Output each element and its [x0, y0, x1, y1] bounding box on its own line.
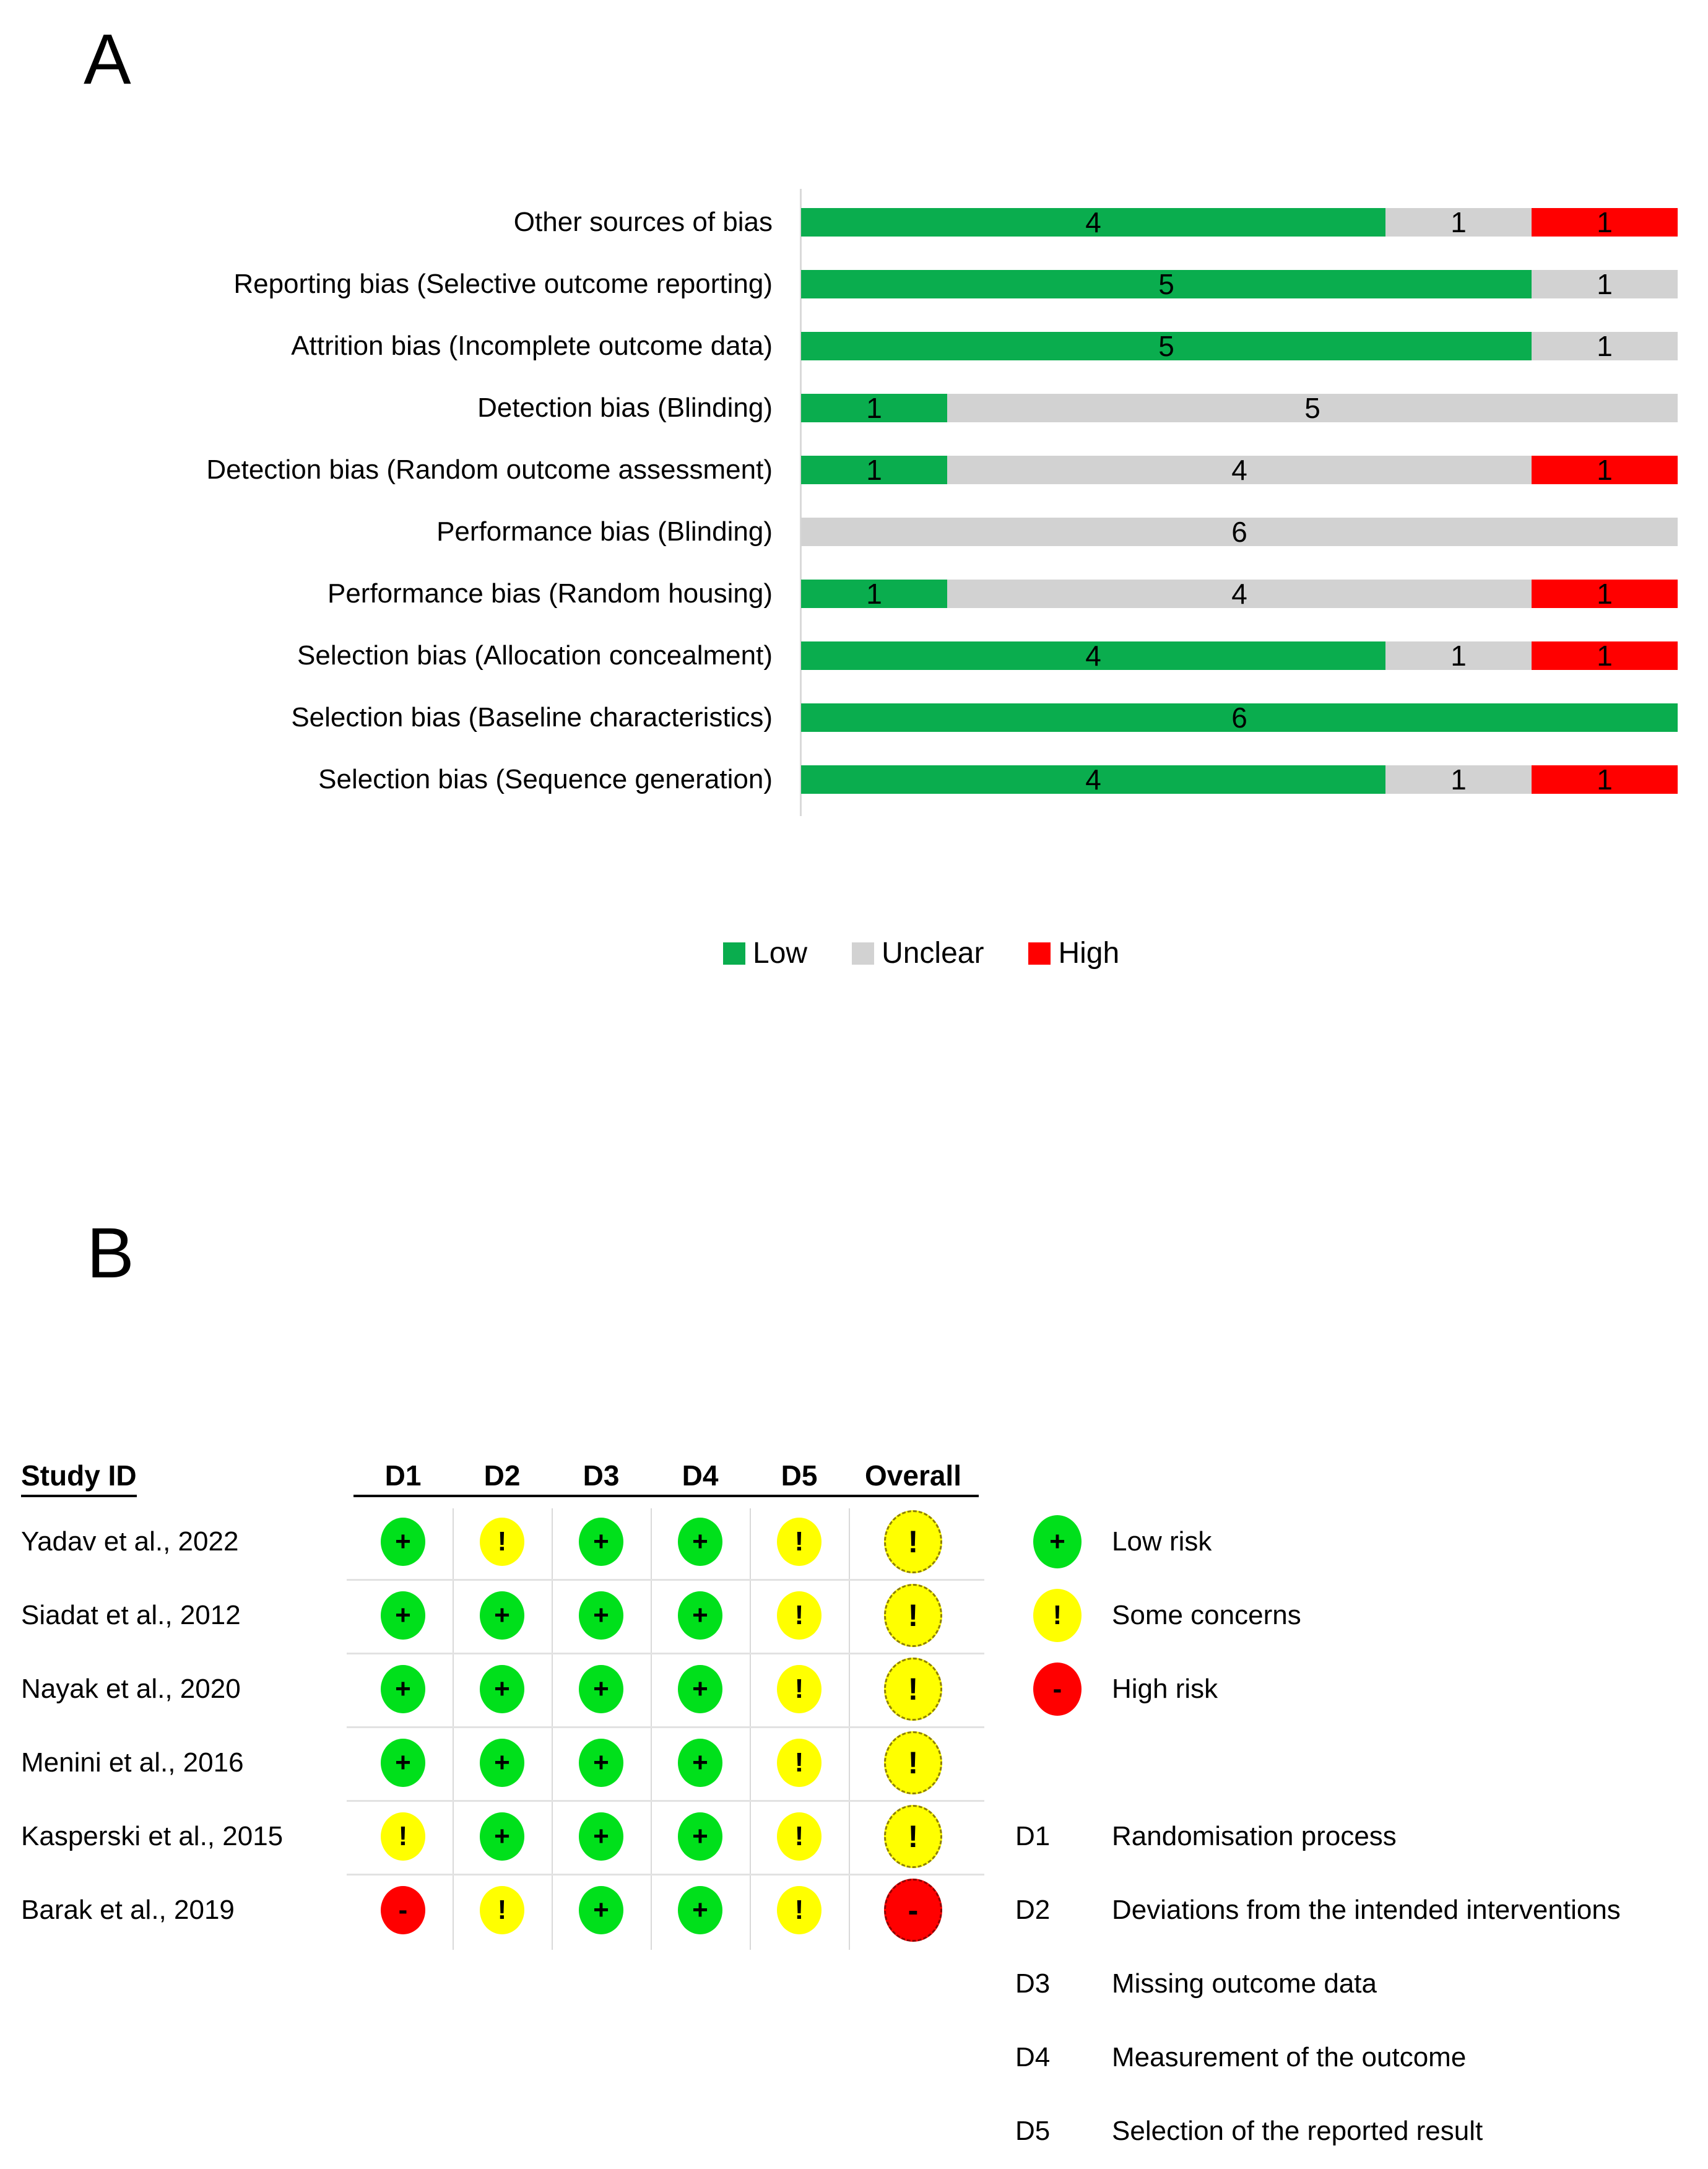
bar-value-label: 1 — [1450, 763, 1467, 796]
rating-symbol: + — [593, 1674, 609, 1704]
domain-definition-label: Selection of the reported result — [1112, 2116, 1483, 2146]
bar-value-label: 1 — [866, 392, 882, 424]
risk-legend-high-icon — [1033, 1663, 1082, 1716]
rating-circle-low — [480, 1812, 524, 1861]
overall-rating-circle-some — [884, 1584, 942, 1647]
bar-category-label: Other sources of bias — [513, 207, 773, 237]
rating-circle-low — [480, 1591, 524, 1640]
risk-legend-low-icon — [1033, 1515, 1082, 1568]
rating-circle-some — [777, 1739, 821, 1787]
table-header-d2: D2 — [453, 1459, 552, 1497]
bar-value-label: 1 — [1597, 268, 1613, 300]
table-header-study-id: Study ID — [21, 1459, 137, 1497]
rating-symbol: ! — [794, 1674, 804, 1704]
rating-symbol: ! — [794, 1821, 804, 1851]
bar-value-label: 1 — [1597, 454, 1613, 486]
overall-rating-circle-some — [884, 1731, 942, 1794]
bar-value-label: 1 — [1597, 330, 1613, 362]
rating-symbol: + — [593, 1600, 609, 1630]
rating-symbol: + — [395, 1674, 411, 1704]
row-separator — [347, 1653, 984, 1654]
rating-circle-some — [381, 1812, 425, 1861]
legend-item-label: High — [1058, 937, 1120, 970]
rating-symbol: + — [494, 1821, 510, 1851]
table-header-d1: D1 — [353, 1459, 453, 1497]
bar-value-label: 4 — [1085, 206, 1101, 238]
rating-circle-low — [381, 1591, 425, 1640]
rating-circle-some — [777, 1812, 821, 1861]
bar-category-label: Selection bias (Baseline characteristics) — [291, 702, 773, 732]
bar-category-label: Selection bias (Sequence generation) — [318, 764, 773, 794]
column-separator — [453, 1508, 454, 1950]
legend-item-label: Unclear — [882, 937, 984, 970]
rating-symbol: + — [494, 1674, 510, 1704]
overall-rating-circle-high — [884, 1879, 942, 1942]
bar-value-label: 4 — [1085, 640, 1101, 672]
rating-symbol: ! — [908, 1524, 919, 1559]
bar-value-label: 1 — [1597, 640, 1613, 672]
table-header-d3: D3 — [552, 1459, 651, 1497]
rating-symbol: + — [593, 1821, 609, 1851]
overall-rating-circle-some — [884, 1658, 942, 1721]
bar-category-label: Attrition bias (Incomplete outcome data) — [291, 331, 773, 361]
study-label: Siadat et al., 2012 — [21, 1600, 241, 1630]
domain-definition-id: D5 — [1015, 2116, 1051, 2146]
rating-symbol: ! — [794, 1526, 804, 1557]
rating-circle-low — [579, 1591, 623, 1640]
bar-value-label: 1 — [866, 454, 882, 486]
row-separator — [347, 1726, 984, 1728]
bar-category-label: Selection bias (Allocation concealment) — [297, 640, 773, 671]
rating-symbol: + — [692, 1600, 708, 1630]
bar-value-label: 4 — [1231, 454, 1247, 486]
panel-a-label: A — [84, 20, 131, 99]
domain-definition-label: Randomisation process — [1112, 1821, 1397, 1851]
column-separator — [651, 1508, 652, 1950]
rating-symbol: ! — [794, 1895, 804, 1925]
rating-symbol: + — [692, 1821, 708, 1851]
domain-definition-label: Measurement of the outcome — [1112, 2042, 1467, 2072]
rating-circle-some — [777, 1518, 821, 1566]
row-separator — [347, 1874, 984, 1876]
study-label: Nayak et al., 2020 — [21, 1674, 241, 1704]
rating-symbol: ! — [908, 1745, 919, 1780]
rating-symbol: + — [395, 1747, 411, 1778]
rating-symbol: + — [593, 1526, 609, 1557]
table-header-d4: D4 — [651, 1459, 750, 1497]
rating-circle-low — [579, 1886, 623, 1934]
rating-symbol: - — [398, 1895, 408, 1925]
rating-symbol: + — [692, 1747, 708, 1778]
bar-value-label: 1 — [1597, 578, 1613, 610]
risk-legend-label: High risk — [1112, 1674, 1218, 1704]
rating-circle-low — [678, 1739, 722, 1787]
bar-value-label: 4 — [1231, 578, 1247, 610]
domain-definition-label: Deviations from the intended interventions — [1112, 1895, 1621, 1925]
column-separator — [750, 1508, 751, 1950]
rating-symbol: + — [692, 1895, 708, 1925]
bar-value-label: 5 — [1304, 392, 1320, 424]
study-label: Yadav et al., 2022 — [21, 1526, 239, 1557]
risk-legend-label: Low risk — [1112, 1526, 1212, 1557]
rating-symbol: + — [692, 1674, 708, 1704]
rating-circle-low — [678, 1665, 722, 1713]
rating-symbol: + — [395, 1526, 411, 1557]
overall-rating-circle-some — [884, 1805, 942, 1868]
rating-symbol: + — [692, 1526, 708, 1557]
rating-symbol: ! — [1052, 1600, 1062, 1630]
rating-symbol: ! — [497, 1895, 507, 1925]
rating-circle-high — [381, 1886, 425, 1934]
rating-symbol: + — [593, 1747, 609, 1778]
table-header-overall: Overall — [847, 1459, 979, 1497]
column-separator — [849, 1508, 850, 1950]
bar-value-label: 5 — [1158, 268, 1174, 300]
rating-circle-low — [381, 1665, 425, 1713]
study-label: Barak et al., 2019 — [21, 1895, 235, 1925]
rating-circle-low — [381, 1739, 425, 1787]
rating-circle-low — [678, 1812, 722, 1861]
domain-definition-label: Missing outcome data — [1112, 1968, 1377, 1999]
rating-circle-low — [480, 1739, 524, 1787]
risk-legend-label: Some concerns — [1112, 1600, 1301, 1630]
table-header-d5: D5 — [750, 1459, 849, 1497]
bar-value-label: 1 — [1450, 640, 1467, 672]
domain-definition-id: D4 — [1015, 2042, 1051, 2072]
rating-circle-low — [381, 1518, 425, 1566]
rating-circle-some — [480, 1886, 524, 1934]
bar-category-label: Performance bias (Random housing) — [327, 578, 773, 609]
rating-symbol: ! — [398, 1821, 408, 1851]
rating-symbol: ! — [908, 1819, 919, 1854]
study-label: Kasperski et al., 2015 — [21, 1821, 284, 1851]
rating-circle-some — [777, 1665, 821, 1713]
rating-symbol: ! — [908, 1672, 919, 1706]
row-separator — [347, 1800, 984, 1802]
rating-circle-low — [480, 1665, 524, 1713]
bar-value-label: 4 — [1085, 763, 1101, 796]
rating-circle-low — [579, 1812, 623, 1861]
rating-symbol: ! — [794, 1747, 804, 1778]
rating-circle-some — [777, 1886, 821, 1934]
rating-circle-some — [777, 1591, 821, 1640]
bar-category-label: Reporting bias (Selective outcome reporting) — [233, 269, 773, 299]
rating-symbol: + — [494, 1747, 510, 1778]
rating-symbol: + — [494, 1600, 510, 1630]
bar-value-label: 6 — [1231, 702, 1247, 734]
domain-definition-id: D2 — [1015, 1895, 1051, 1925]
bar-value-label: 6 — [1231, 516, 1247, 548]
bar-category-label: Performance bias (Blinding) — [436, 516, 773, 547]
rating-symbol: ! — [794, 1600, 804, 1630]
rating-circle-low — [678, 1886, 722, 1934]
bar-value-label: 1 — [1450, 206, 1467, 238]
rating-circle-low — [579, 1518, 623, 1566]
bar-value-label: 5 — [1158, 330, 1174, 362]
legend-item-label: Low — [753, 937, 808, 970]
bar-value-label: 1 — [866, 578, 882, 610]
rating-symbol: - — [908, 1893, 919, 1928]
row-separator — [347, 1579, 984, 1581]
rating-symbol: + — [1049, 1526, 1065, 1557]
study-label: Menini et al., 2016 — [21, 1747, 244, 1778]
rating-symbol: + — [593, 1895, 609, 1925]
rating-circle-low — [678, 1591, 722, 1640]
domain-definition-id: D1 — [1015, 1821, 1051, 1851]
column-separator — [552, 1508, 553, 1950]
rating-circle-low — [579, 1739, 623, 1787]
rating-circle-low — [579, 1665, 623, 1713]
rating-circle-some — [480, 1518, 524, 1566]
rating-circle-low — [678, 1518, 722, 1566]
panel-b-label: B — [87, 1214, 134, 1293]
rating-symbol: ! — [497, 1526, 507, 1557]
rating-symbol: - — [1052, 1674, 1062, 1704]
rating-symbol: ! — [908, 1598, 919, 1633]
domain-definition-id: D3 — [1015, 1968, 1051, 1999]
bar-value-label: 1 — [1597, 206, 1613, 238]
bar-category-label: Detection bias (Blinding) — [477, 393, 773, 423]
bar-value-label: 1 — [1597, 763, 1613, 796]
rating-symbol: + — [395, 1600, 411, 1630]
risk-legend-some-icon — [1033, 1589, 1082, 1642]
bar-category-label: Detection bias (Random outcome assessment) — [206, 454, 773, 485]
overall-rating-circle-some — [884, 1510, 942, 1573]
